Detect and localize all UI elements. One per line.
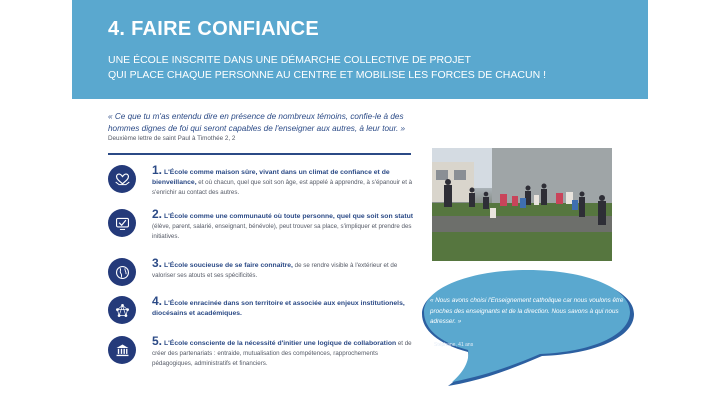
subtitle-line-2: QUI PLACE CHAQUE PERSONNE AU CENTRE ET MOBILISE LES FORCES DE CHACUN !	[108, 69, 546, 81]
subtitle-line-1: UNE ÉCOLE INSCRITE DANS UNE DÉMARCHE COLLECTIVE DE PROJET	[108, 54, 471, 66]
item-bold: L'École consciente de la nécessité d'initier une logique de collaboration	[164, 340, 397, 347]
item-text	[152, 258, 416, 281]
item-bold: L'École soucieuse de se faire connaître,	[164, 262, 293, 269]
institution-icon	[108, 336, 136, 364]
network-icon	[108, 296, 136, 324]
page-title: 4. FAIRE CONFIANCE	[108, 18, 319, 40]
item-text	[152, 165, 416, 198]
item-number: 2.	[152, 207, 163, 221]
testimonial-bubble	[418, 268, 638, 388]
item-rest: de se rendre visible à l'extérieur et de valoriser ses atouts et ses spécificités.	[152, 262, 398, 279]
quote-source: Deuxième lettre de saint Paul à Timothée 2, 2	[108, 135, 236, 142]
item-rest: (élève, parent, salarié, enseignant, bénévole), peut trouver sa place, s'impliquer et prendre des initiatives.	[152, 223, 412, 240]
item-bold: L'École comme une communauté où toute personne, quel que soit son statut	[164, 213, 413, 220]
item-text	[152, 336, 416, 369]
heart-hands-icon	[108, 165, 136, 193]
item-number: 5.	[152, 334, 163, 348]
globe-icon	[108, 258, 136, 286]
item-number: 1.	[152, 163, 163, 177]
item-text	[152, 209, 416, 242]
page-subtitle	[108, 53, 628, 83]
handshake-icon	[108, 209, 136, 237]
item-rest: et de créer des partenariats : entraide, mutualisation des compétences, rapprochements pédagogiques, administratifs et financiers.	[152, 340, 412, 367]
item-number: 3.	[152, 256, 163, 270]
divider	[108, 153, 411, 155]
item-bold: L'École enracinée dans son territoire et associée aux enjeux institutionels, diocésains et académiques.	[152, 300, 405, 317]
schoolyard-photo	[432, 148, 612, 261]
item-text	[152, 296, 416, 319]
testimonial-text: « Nous avons choisi l'Enseignement catholique car nous voulons être proches des enseignants et de la direction. Nous savons à qui nous adresser. »	[430, 297, 624, 325]
testimonial-author: Stéphane, 41 ans	[434, 342, 474, 348]
item-bold: L'École comme maison sûre, vivant dans un climat de confiance et de bienveillance,	[152, 169, 390, 186]
item-number: 4.	[152, 294, 163, 308]
header	[0, 0, 720, 99]
item-rest: et où chacun, quel que soit son âge, est appelé à apprendre, à s'épanouir et à s'enrichir au contact des autres.	[152, 179, 413, 196]
header-band	[72, 0, 648, 99]
quote-text: « Ce que tu m'as entendu dire en présence de nombreux témoins, confie-le à des hommes dignes de foi qui seront capables de l'enseigner aux autres, à leur tour. »	[108, 112, 406, 133]
bible-quote	[108, 111, 418, 142]
